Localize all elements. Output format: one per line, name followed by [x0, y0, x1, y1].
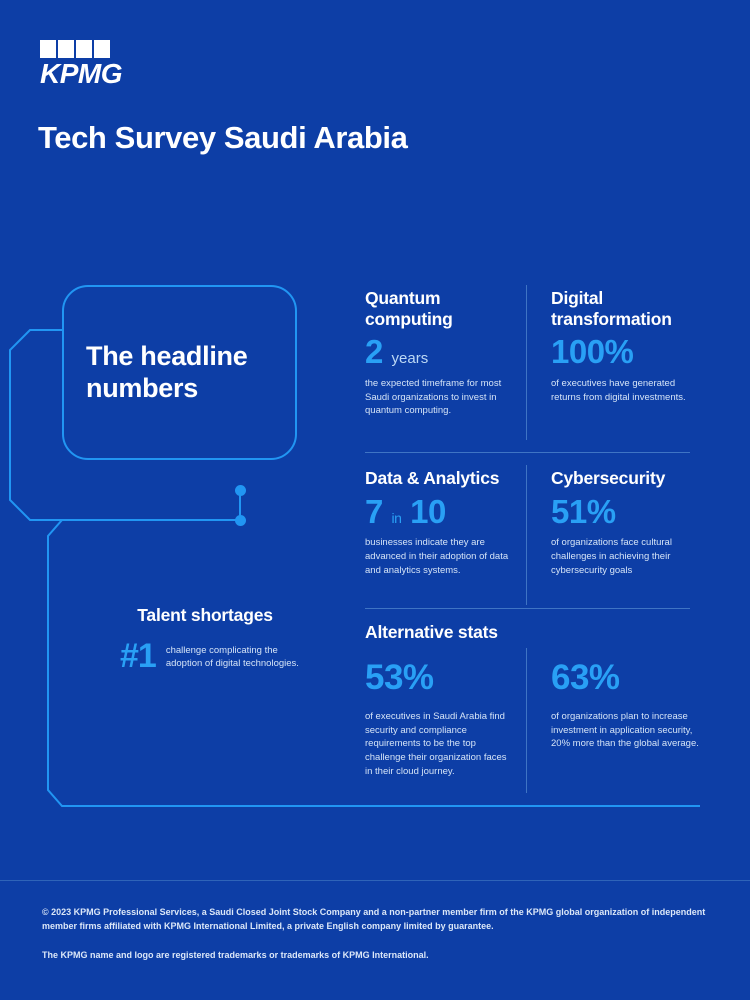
stat-value	[365, 492, 515, 530]
stat-heading: Data & Analytics	[365, 468, 500, 488]
stat-description: of organizations face cultural challenges in achieving their cybersecurity goals	[551, 537, 672, 576]
stat-value: 53%	[365, 658, 434, 697]
stat-cybersecurity	[551, 468, 696, 578]
footer	[42, 905, 712, 962]
logo-text: KPMG	[40, 58, 122, 89]
stat-value	[551, 492, 696, 530]
stat-value-number: 100%	[551, 333, 634, 371]
stat-description: the expected timeframe for most Saudi organizations to invest in quantum computing.	[365, 377, 502, 417]
stat-data-analytics	[365, 468, 515, 578]
stat-value: #1	[120, 636, 156, 675]
stat-value	[551, 335, 696, 370]
divider-vertical-bottom	[526, 648, 527, 793]
stat-heading: Digital transformation	[551, 288, 672, 329]
connector-node-bottom	[235, 515, 246, 526]
footer-copyright: © 2023 KPMG Professional Services, a Saudi Closed Joint Stock Company and a non-partner member firm of the KPMG global organization of independent member firms affiliated with KPMG International Limited, a private English company limited by guarantee.	[42, 907, 706, 932]
alternative-stats-group	[365, 622, 535, 649]
stat-talent-shortages	[110, 605, 300, 675]
logo-bars-icon	[40, 40, 140, 58]
stat-alt-app-security	[551, 660, 711, 751]
stat-description: of organizations plan to increase investment in application security, 20% more than the global average.	[551, 710, 699, 750]
divider-vertical-top	[526, 285, 527, 440]
stat-alt-cloud-security	[365, 660, 515, 779]
stat-heading: Cybersecurity	[551, 468, 666, 488]
stat-description: businesses indicate they are advanced in their adoption of data and analytics systems.	[365, 537, 509, 576]
stat-value-number: 2	[365, 333, 383, 371]
alternative-stats-heading: Alternative stats	[365, 622, 498, 642]
page-title: Tech Survey Saudi Arabia	[38, 120, 408, 155]
stat-heading: Talent shortages	[137, 605, 273, 625]
headline-numbers-label: The headline numbers	[86, 340, 248, 403]
stat-value-unit: years	[391, 350, 429, 368]
divider-vertical-middle	[526, 465, 527, 605]
stat-value-connector: in	[391, 509, 402, 526]
stat-value-number-2: 10	[410, 492, 446, 530]
stat-value-number: 7	[365, 492, 383, 530]
stat-description: of executives have generated returns from digital investments.	[551, 377, 686, 403]
headline-numbers-bubble	[62, 285, 297, 460]
stat-value	[365, 335, 510, 370]
stat-value-number: 51%	[551, 492, 616, 530]
stat-quantum-computing	[365, 288, 510, 418]
stat-value: 63%	[551, 658, 620, 697]
footer-trademark: The KPMG name and logo are registered trademarks or trademarks of KPMG International.	[42, 949, 429, 960]
divider-horizontal-lower	[365, 608, 690, 609]
divider-horizontal-upper	[365, 452, 690, 453]
footer-divider	[0, 880, 750, 881]
stat-description: of executives in Saudi Arabia find security and compliance requirements to be the top challenge their organization faces in their cloud journey.	[365, 710, 507, 777]
stat-description: challenge complicating the adoption of digital technologies.	[165, 644, 299, 670]
stat-heading: Quantum computing	[365, 288, 453, 329]
stat-digital-transformation	[551, 288, 696, 404]
connector-node-top	[235, 485, 246, 496]
kpmg-logo	[40, 40, 140, 88]
